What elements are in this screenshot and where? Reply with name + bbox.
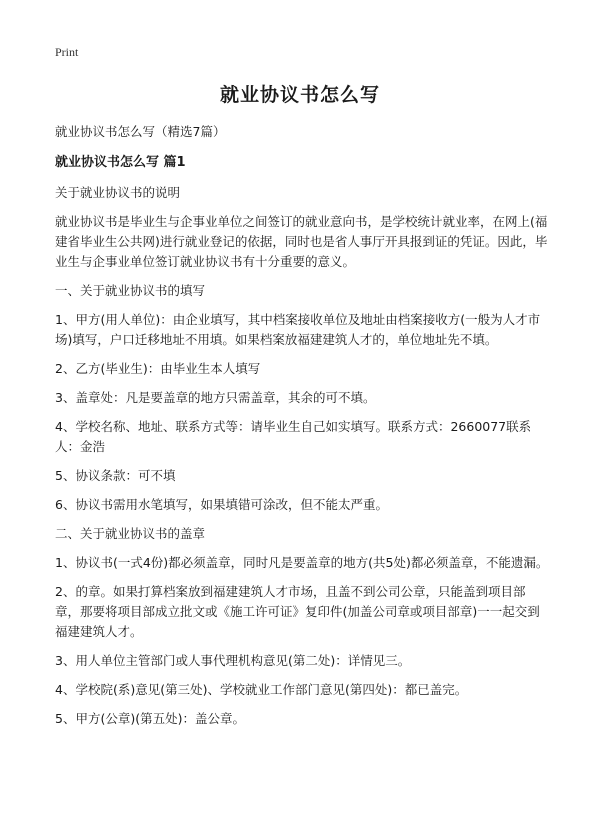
section-heading: 就业协议书怎么写 篇1 (55, 155, 186, 170)
paragraph: 就业协议书是毕业生与企事业单位之间签订的就业意向书，是学校统计就业率，在网上(福建省毕业生公共网)进行就业登记的依据，同时也是省人事厅开具报到证的凭证。因此，毕业生与企事业单位签订就业协议书有十分重要的意义。 (55, 214, 548, 269)
document-body (55, 122, 550, 738)
document-subtitle: 就业协议书怎么写（精选7篇） (55, 124, 226, 139)
paragraph: 1、甲方(用人单位)：由企业填写，其中档案接收单位及地址由档案接收方(一般为人才市场)填写，户口迁移地址不用填。如果档案放福建建筑人才的，单位地址先不填。 (55, 312, 541, 347)
paragraph: 2、的章。如果打算档案放到福建建筑人才市场，且盖不到公司公章，只能盖到项目部章，那要将项目部成立批文或《施工许可证》复印件(加盖公司章或项目部章)一一起交到福建建筑人才。 (55, 584, 540, 639)
paragraph: 4、学校院(系)意见(第三处)、学校就业工作部门意见(第四处)：都已盖完。 (55, 682, 468, 697)
paragraph: 二、关于就业协议书的盖章 (55, 526, 206, 541)
print-label: Print (55, 45, 79, 59)
paragraph: 3、用人单位主管部门或人事代理机构意见(第二处)：详情见三。 (55, 653, 411, 668)
paragraph: 5、甲方(公章)(第五处)：盖公章。 (55, 711, 245, 726)
paragraph: 2、乙方(毕业生)：由毕业生本人填写 (55, 361, 261, 376)
paragraph: 6、协议书需用水笔填写，如果填错可涂改，但不能太严重。 (55, 497, 388, 512)
paragraph: 一、关于就业协议书的填写 (55, 283, 206, 298)
paragraph: 关于就业协议书的说明 (55, 185, 181, 200)
paragraph: 5、协议条款：可不填 (55, 468, 176, 483)
paragraph: 4、学校名称、地址、联系方式等：请毕业生自己如实填写。联系方式：2660077联系人：金浩 (55, 419, 532, 454)
paragraph: 1、协议书(一式4份)都必须盖章，同时凡是要盖章的地方(共5处)都必须盖章，不能遗漏。 (55, 555, 549, 570)
paragraph: 3、盖章处：凡是要盖章的地方只需盖章，其余的可不填。 (55, 390, 376, 405)
page-title: 就业协议书怎么写 (219, 84, 380, 106)
